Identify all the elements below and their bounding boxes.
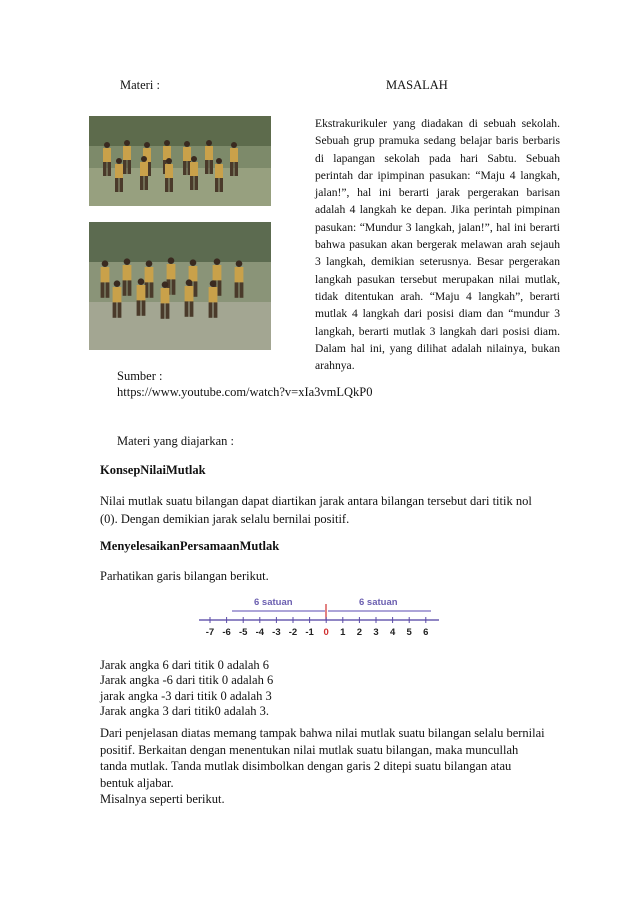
number-line xyxy=(194,590,444,645)
tick-label: 2 xyxy=(356,627,363,638)
penjelasan-line: positif. Berkaitan dengan menentukan nilai mutlak suatu bilangan, maka muncullah xyxy=(100,742,519,757)
tick-label: 0 xyxy=(323,627,329,638)
source-url-link[interactable]: https://www.youtube.com/watch?v=xIa3vmLQkP0 xyxy=(117,385,373,399)
penjelasan-paragraph xyxy=(100,725,570,808)
tick-label: 6 xyxy=(423,627,429,638)
jarak-line: Jarak angka 3 dari titik0 adalah 3. xyxy=(100,703,270,718)
jarak-line: Jarak angka 6 dari titik 0 adalah 6 xyxy=(100,658,270,672)
konsep-line: (0). Dengan demikian jarak selalu bernilai positif. xyxy=(100,512,350,526)
materi-label: Materi : xyxy=(120,78,160,92)
right-distance-label: 6 satuan xyxy=(359,597,398,608)
tick-label: -6 xyxy=(222,627,231,638)
konsep-paragraph xyxy=(100,493,560,527)
tick-label: 1 xyxy=(340,627,346,638)
menyelesaikan-heading: MenyelesaikanPersamaanMutlak xyxy=(100,539,280,553)
materi-diajarkan-label: Materi yang diajarkan : xyxy=(117,434,234,448)
tick-label: -4 xyxy=(255,627,265,638)
instruction-text: Parhatikan garis bilangan berikut. xyxy=(100,569,269,583)
penjelasan-line: tanda mutlak. Tanda mutlak disimbolkan dengan garis 2 ditepi suatu bilangan atau xyxy=(100,759,512,773)
tick-label: -5 xyxy=(238,627,248,638)
konsep-heading: KonsepNilaiMutlak xyxy=(100,463,206,477)
jarak-line: jarak angka -3 dari titik 0 adalah 3 xyxy=(100,688,272,703)
tick-label: -2 xyxy=(288,627,298,638)
tick-label: 5 xyxy=(406,627,412,638)
story-paragraph: Ekstrakurikuler yang diadakan di sebuah sekolah. Sebuah grup pramuka sedang belajar baris berbaris di lapangan sekolah pada hari Sabtu. Sebuah perintah dar ipimpinan pasukan: “Maju 4 langkah, jalan!”, hal ini berarti jarak pergerakan barisan adalah 4 langkah ke depan. Jika perintah pimpinan pasukan: “Mundur 3 langkah, jalan!”, hal ini berarti bahwa pasukan akan bergerak melawan arah sejauh 3 langkah, demikian seterusnya. Besar pergerakan langkah pasukan tersebut merupakan nilai mutlak, tidak ditentukan arah. “Maju 4 langkah”, berarti mutlak 4 langkah dari posisi diam dan “mundur 3 langkah, berarti mutlak 3 langkah dari posisi diam. Dalam hal ini, yang dilihat adalah nilainya, bukan arahnya. xyxy=(315,117,560,373)
jarak-list xyxy=(100,657,273,718)
tick-label: 3 xyxy=(373,627,379,638)
konsep-line: Nilai mutlak suatu bilangan dapat diartikan jarak antara bilangan tersebut dari titik nol xyxy=(100,494,532,508)
scout-photo-top xyxy=(89,116,271,206)
left-distance-label: 6 satuan xyxy=(254,597,293,608)
tick-label: 4 xyxy=(389,627,396,638)
penjelasan-line: Dari penjelasan diatas memang tampak bahwa nilai mutlak suatu bilangan selalu bernilai xyxy=(100,726,545,740)
scout-photo-bottom xyxy=(89,222,271,350)
masalah-title: MASALAH xyxy=(386,78,448,92)
jarak-line: Jarak angka -6 dari titik 0 adalah 6 xyxy=(100,673,274,688)
tick-label: -7 xyxy=(205,627,215,638)
tick-label: -3 xyxy=(272,627,281,638)
penjelasan-line: bentuk aljabar. xyxy=(100,775,174,790)
penjelasan-line: Misalnya seperti berikut. xyxy=(100,792,225,806)
source-label: Sumber : xyxy=(117,369,163,383)
tick-label: -1 xyxy=(305,627,314,638)
